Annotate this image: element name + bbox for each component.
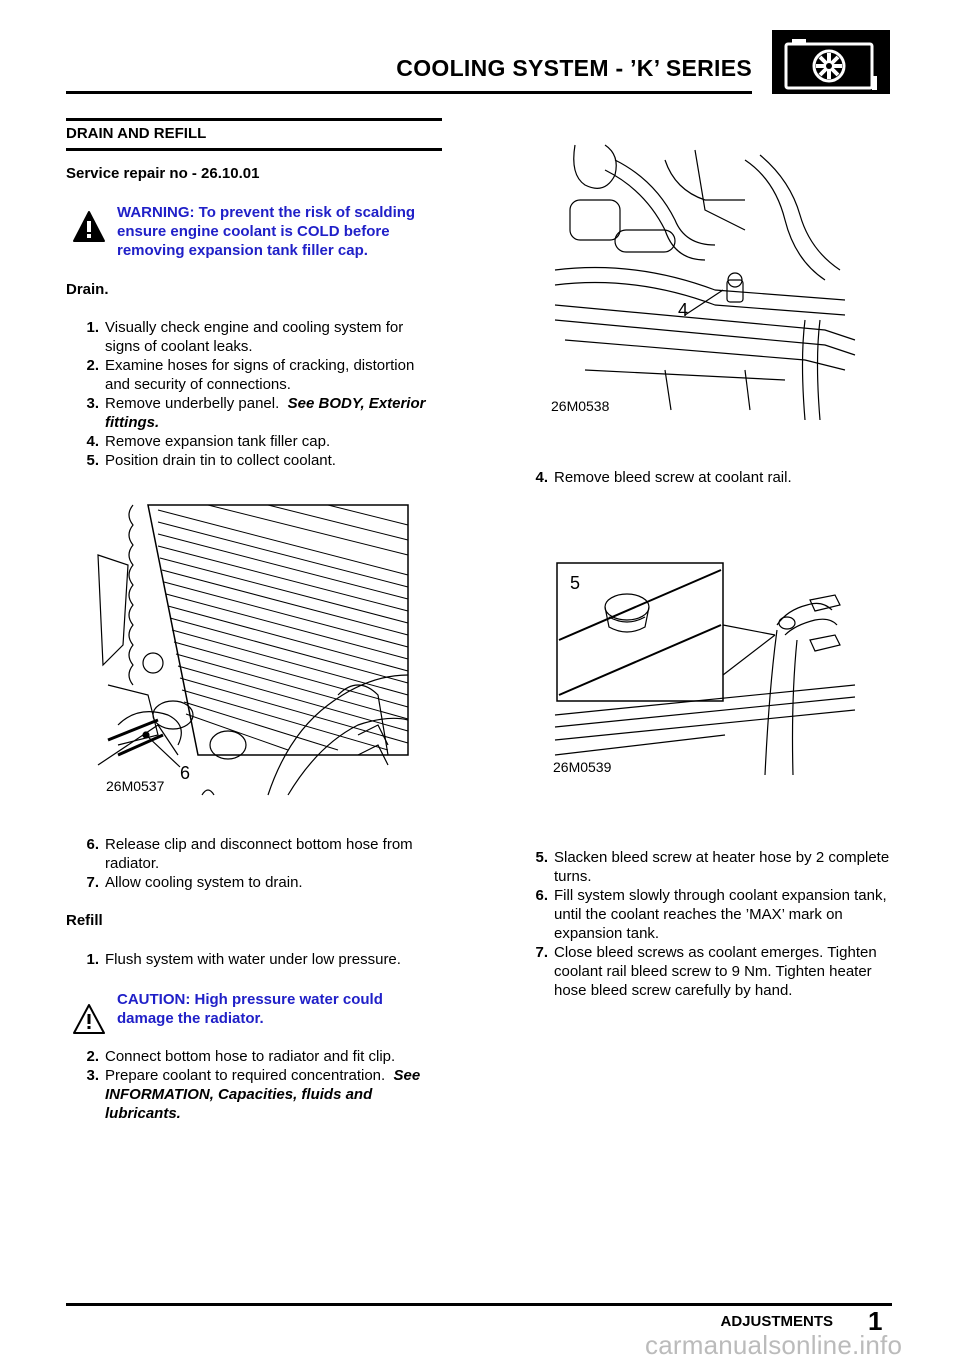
step-number: 5. — [86, 452, 99, 469]
figure-callout: 4 — [678, 300, 689, 320]
refill-step — [61, 950, 442, 969]
figure-callout: 5 — [570, 573, 581, 593]
step-number: 2. — [86, 357, 99, 374]
drain-step — [61, 318, 442, 356]
drain-heading: Drain. — [66, 281, 109, 298]
coolant-rail-figure — [545, 140, 865, 420]
refill-heading: Refill — [66, 912, 103, 929]
step-text: Remove underbelly panel. — [105, 395, 280, 412]
caution-triangle-icon — [72, 1002, 106, 1041]
step-number: 7. — [535, 944, 548, 961]
step-number: 1. — [86, 951, 99, 968]
section-bottom-rule — [66, 148, 442, 151]
figure-code: 26M0537 — [106, 778, 165, 794]
step-text: Release clip and disconnect bottom hose from radiator. — [105, 836, 413, 872]
drain-step — [61, 835, 442, 873]
cooling-fan-icon — [772, 30, 890, 94]
header-rule — [66, 91, 752, 94]
refill-steps — [61, 950, 442, 969]
section-top-rule — [66, 118, 442, 121]
warning-text: WARNING: To prevent the risk of scalding ensure engine coolant is COLD before removing expansion tank filler cap. — [117, 204, 416, 259]
step-number: 7. — [86, 874, 99, 891]
procedure-step — [510, 886, 890, 943]
footer-rule — [66, 1303, 892, 1306]
drain-step — [61, 451, 442, 470]
step-text: Flush system with water under low pressure. — [105, 951, 401, 968]
drain-step — [61, 356, 442, 394]
step-number: 6. — [86, 836, 99, 853]
service-repair-no: Service repair no - 26.10.01 — [66, 165, 260, 182]
step-text: Prepare coolant to required concentration. — [105, 1067, 386, 1084]
step-number: 3. — [86, 1067, 99, 1084]
right-steps-a — [510, 468, 890, 487]
procedure-step — [510, 468, 890, 487]
drain-steps — [61, 318, 442, 470]
step-text: Fill system slowly through coolant expansion tank, until the coolant reaches the ’MAX’ mark on expansion tank. — [554, 887, 887, 942]
section-title: DRAIN AND REFILL — [66, 125, 207, 142]
step-text: Close bleed screws as coolant emerges. Tighten coolant rail bleed screw to 9 Nm. Tighten heater hose bleed screw carefully by hand. — [554, 944, 877, 999]
refill-step — [61, 1047, 442, 1066]
step-text: Examine hoses for signs of cracking, distortion and security of connections. — [105, 357, 415, 393]
step-number: 6. — [535, 887, 548, 904]
drain-step — [61, 394, 442, 432]
procedure-step — [510, 848, 890, 886]
step-text: Slacken bleed screw at heater hose by 2 complete turns. — [554, 849, 890, 885]
cross-reference-link[interactable]: See INFORMATION, Capacities, fluids and lubricants. — [105, 1067, 421, 1122]
refill-step — [61, 1066, 442, 1123]
step-text: Remove expansion tank filler cap. — [105, 433, 331, 450]
step-text: Visually check engine and cooling system for signs of coolant leaks. — [105, 319, 404, 355]
step-text: Position drain tin to collect coolant. — [105, 452, 336, 469]
step-text: Remove bleed screw at coolant rail. — [554, 469, 792, 486]
refill-steps-continued — [61, 1047, 442, 1123]
step-text: Allow cooling system to drain. — [105, 874, 303, 891]
figure-code: 26M0538 — [551, 398, 610, 414]
drain-step — [61, 432, 442, 451]
procedure-step — [510, 943, 890, 1000]
watermark: carmanualsonline.info — [645, 1330, 903, 1360]
warning-triangle-icon — [72, 210, 106, 249]
step-number: 4. — [86, 433, 99, 450]
step-number: 3. — [86, 395, 99, 412]
figure-callout: 6 — [180, 763, 191, 783]
radiator-hose-figure — [88, 495, 428, 805]
step-number: 4. — [535, 469, 548, 486]
step-number: 1. — [86, 319, 99, 336]
drain-step — [61, 873, 442, 892]
page-number: 1 — [868, 1306, 883, 1336]
heater-hose-figure — [545, 555, 865, 785]
figure-code: 26M0539 — [553, 759, 612, 775]
cross-reference-link[interactable]: See BODY, Exterior fittings. — [105, 395, 426, 431]
right-steps-b — [510, 848, 890, 1000]
footer-section: ADJUSTMENTS — [720, 1313, 833, 1330]
page-title: COOLING SYSTEM - ’K’ SERIES — [396, 55, 752, 81]
step-text: Connect bottom hose to radiator and fit clip. — [105, 1048, 396, 1065]
drain-steps-continued — [61, 835, 442, 892]
caution-text: CAUTION: High pressure water could damage the radiator. — [117, 991, 383, 1027]
step-number: 5. — [535, 849, 548, 866]
step-number: 2. — [86, 1048, 99, 1065]
